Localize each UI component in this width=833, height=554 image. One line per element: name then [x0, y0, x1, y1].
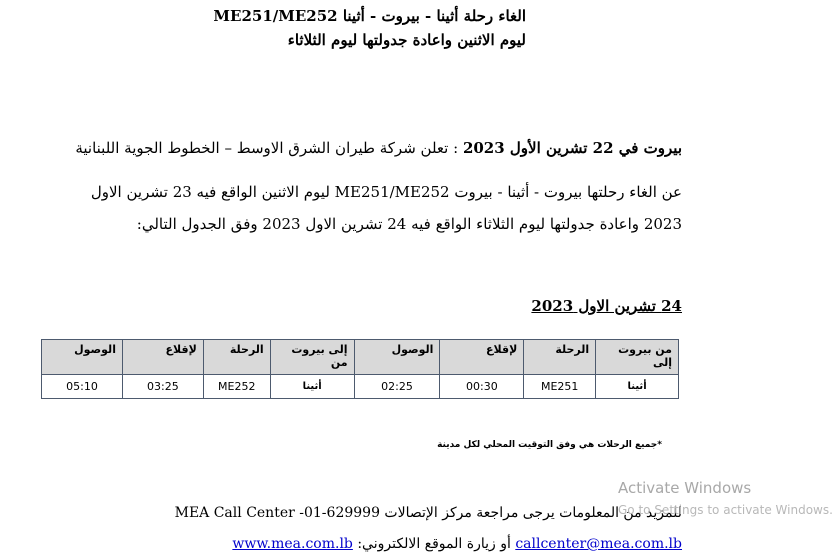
col-header-to-beirut-from: إلى بيروت من: [270, 340, 354, 375]
call-center-line: للمزيد من المعلومات يرجى مراجعة مركز الإتصالات MEA Call Center -01-629999: [174, 505, 682, 521]
table-cell: أثينا: [270, 375, 354, 399]
table-cell: 02:25: [354, 375, 440, 399]
body-line-2: عن الغاء رحلتها بيروت - أثينا - بيروت ME251/ME252 ليوم الاثنين الواقع فيه 23 تشرين الاول: [90, 183, 682, 201]
table-cell: ME252: [203, 375, 270, 399]
table-header-row: [42, 340, 679, 375]
schedule-date-heading: 24 تشرين الاول 2023: [531, 297, 682, 315]
announcement-subtitle: ليوم الاثنين واعادة جدولتها ليوم الثلاثاء: [287, 31, 526, 49]
intro-paragraph: [75, 138, 682, 158]
activation-watermark-subtitle: Go to Settings to activate Windows.: [618, 503, 833, 517]
schedule-table: [41, 339, 679, 399]
activation-watermark-title: Activate Windows: [618, 479, 752, 497]
col-header-flight: الرحلة: [524, 340, 596, 375]
table-cell: ME251: [524, 375, 596, 399]
table-row: [42, 375, 679, 399]
email-link[interactable]: callcenter@mea.com.lb: [515, 536, 682, 552]
col-header-departure-return: لإقلاع: [122, 340, 203, 375]
timezone-note: *جميع الرحلات هي وفق التوقيت المحلي لكل مدينة: [437, 440, 662, 450]
table-cell: أثينا: [596, 375, 679, 399]
table-cell: 03:25: [122, 375, 203, 399]
announcement-title: الغاء رحلة أثينا - بيروت - أثينا ME251/ME252: [213, 7, 526, 25]
table-cell: 05:10: [42, 375, 123, 399]
table-cell: 00:30: [440, 375, 524, 399]
col-header-arrival: الوصول: [354, 340, 440, 375]
col-header-from-beirut-to: من بيروت إلى: [596, 340, 679, 375]
body-line-3: 2023 واعادة جدولتها ليوم الثلاثاء الواقع فيه 24 تشرين الاول 2023 وفق الجدول التالي:: [136, 215, 682, 233]
website-link[interactable]: www.mea.com.lb: [232, 536, 353, 552]
intro-dateline: بيروت في 22 تشرين الأول 2023: [462, 139, 682, 157]
contact-links-line: [232, 535, 682, 553]
col-header-flight-return: الرحلة: [203, 340, 270, 375]
intro-text: : تعلن شركة طيران الشرق الاوسط – الخطوط الجوية اللبنانية: [75, 139, 463, 157]
contact-middle-text: أو زيارة الموقع الالكتروني:: [352, 536, 516, 552]
col-header-departure: لإقلاع: [440, 340, 524, 375]
col-header-arrival-return: الوصول: [42, 340, 123, 375]
